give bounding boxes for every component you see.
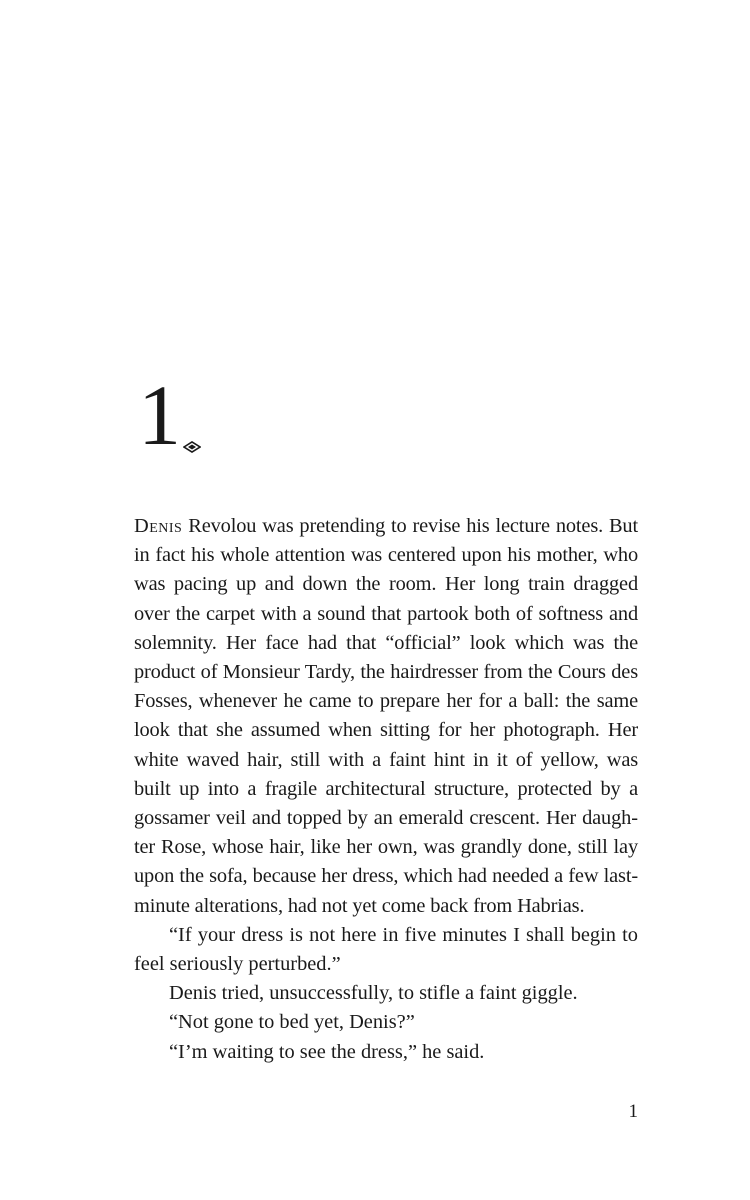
paragraph-text: Revolou was pretending to revise his lecture notes. But in fact his whole attention was centered upon his mother, who was pacing up and down the room. Her long train dragged over the carpet with a sound that partook both of softness and solemnity. Her face had that “official” look which was the product of Monsieur Tardy, the hairdresser from the Cours des Fosses, whenever he came to prepare her for a ball: the same look that she assumed when sitting for her photograph. Her white waved hair, still with a faint hint in it of yellow, was built up into a fragile architectural structure, protected by a gossamer veil and topped by an emerald crescent. Her daughter Rose, whose hair, like her own, was grandly done, still lay upon the sofa, because her dress, which had needed a few last-minute alterations, had not yet come back from Habrias. — [134, 515, 638, 917]
paragraph-dialogue-3: “Not gone to bed yet, Denis?” — [169, 1011, 415, 1034]
paragraph-opening — [134, 512, 638, 921]
paragraph-dialogue-1: “If your dress is not here in five minutes I shall begin to feel seriously perturbed.” — [134, 923, 638, 976]
chapter-text — [134, 512, 638, 1067]
opening-word: Denis — [134, 515, 183, 537]
paragraph-dialogue-4: “I’m waiting to see the dress,” he said. — [169, 1040, 485, 1063]
chapter-number: 1 — [138, 367, 181, 463]
diamond-ornament-icon — [183, 441, 201, 453]
chapter-heading — [138, 367, 201, 463]
paragraph-dialogue-2: Denis tried, unsuccessfully, to stifle a faint giggle. — [169, 982, 578, 1005]
page-number: 1 — [628, 1101, 638, 1122]
